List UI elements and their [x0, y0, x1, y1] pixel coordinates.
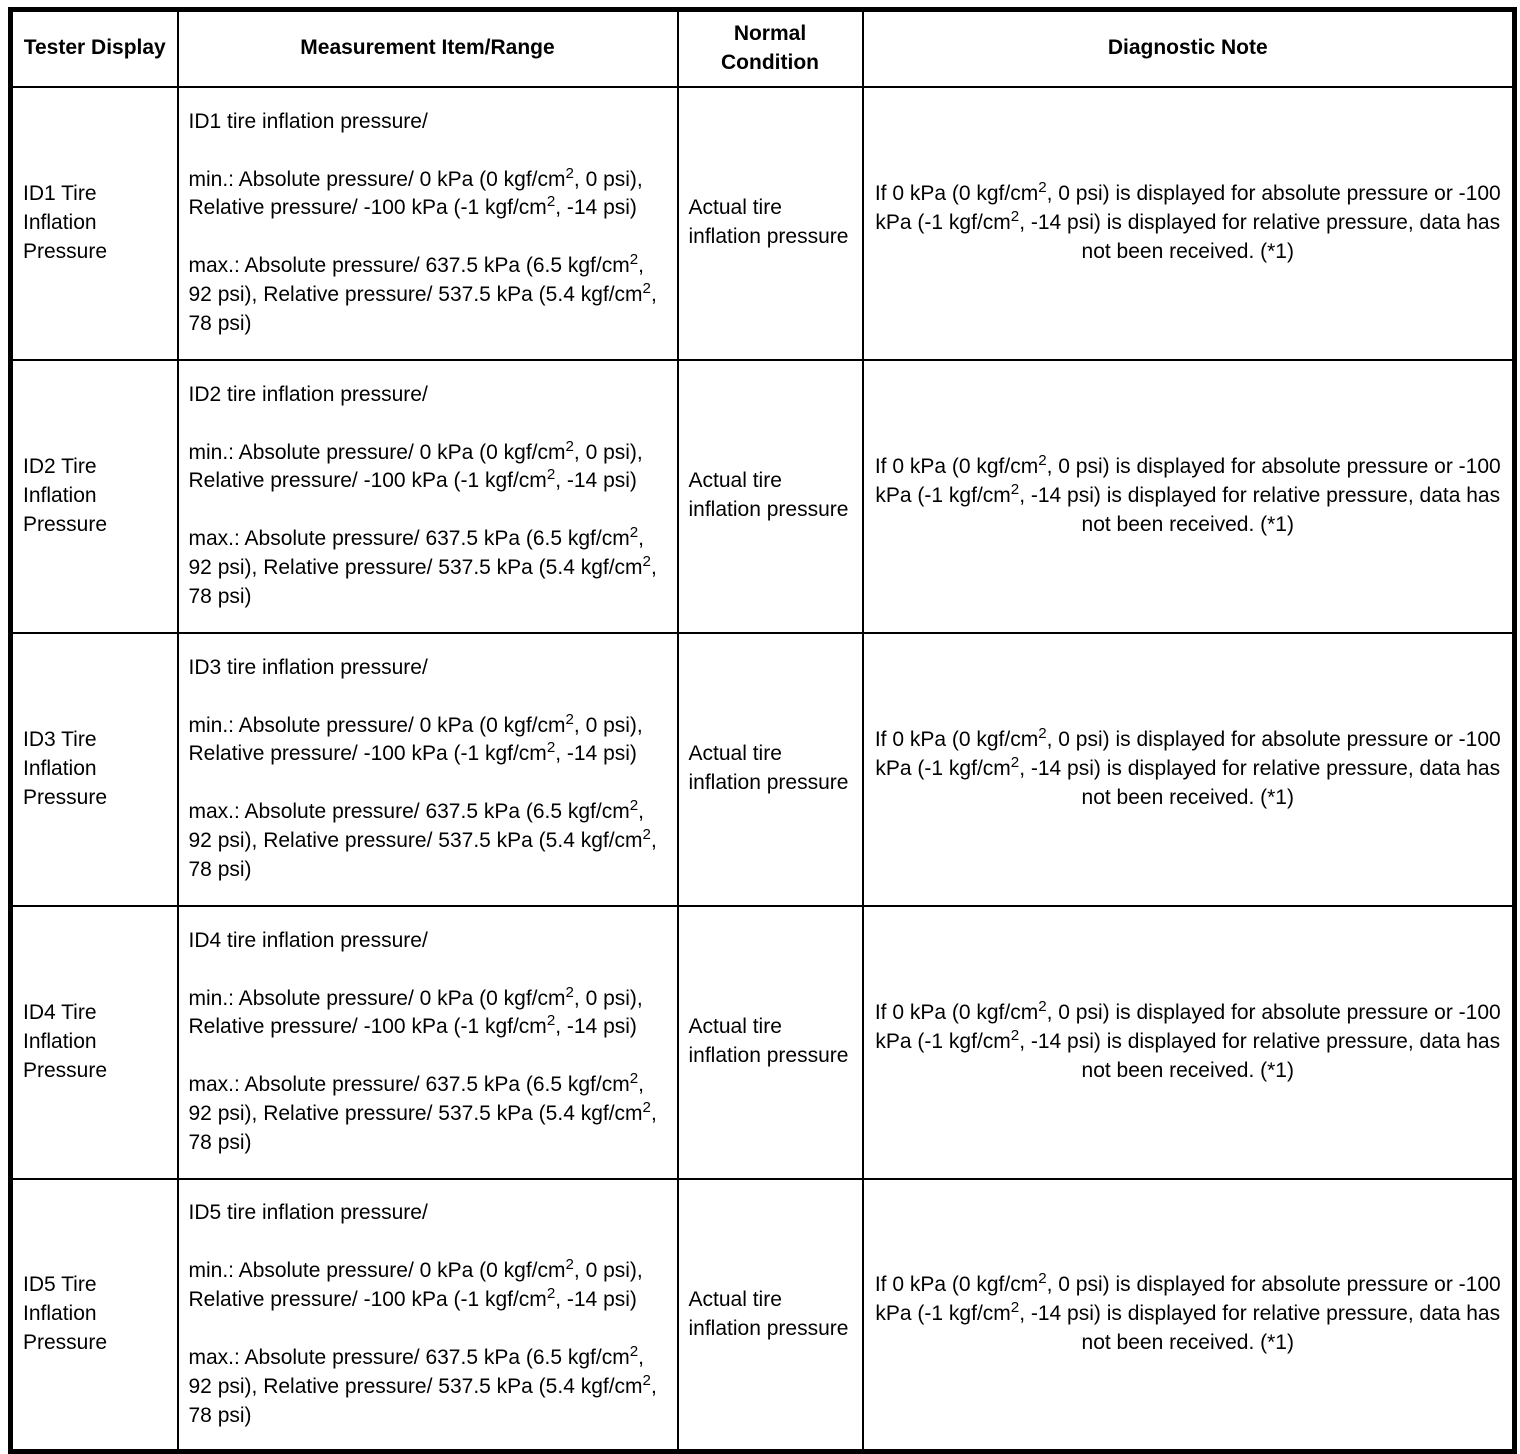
measurement-item-cell [178, 87, 678, 360]
diagnostic-note-cell: If 0 kPa (0 kgf/$cm^2$, 0 psi) is displayed for absolute pressure or -100 kPa (-1 kgf/$cm^2$, -14 psi) is displayed for relative pressure, data has not been received. (*1) [863, 906, 1515, 1179]
measurement-title: ID2 tire inflation pressure/ [188, 382, 428, 406]
normal-condition-cell: Actual tire inflation pressure [678, 360, 863, 633]
measurement-max: max.: Absolute pressure/ 637.5 kPa (6.5 kgf/$cm^2$, 92 psi), Relative pressure/ 537.5 kPa (5.4 kgf/$cm^2$, 78 psi) [188, 251, 657, 336]
measurement-title: ID4 tire inflation pressure/ [188, 928, 428, 952]
diagnostic-note-cell: If 0 kPa (0 kgf/$cm^2$, 0 psi) is displayed for absolute pressure or -100 kPa (-1 kgf/$cm^2$, -14 psi) is displayed for relative pressure, data has not been received. (*1) [863, 360, 1515, 633]
table-row-id5 [11, 1179, 1515, 1452]
measurement-title: ID5 tire inflation pressure/ [188, 1200, 428, 1224]
measurement-item-cell [178, 1179, 678, 1452]
tester-display-cell: ID1 Tire Inflation Pressure [11, 87, 178, 360]
diagnostic-note-cell: If 0 kPa (0 kgf/$cm^2$, 0 psi) is displayed for absolute pressure or -100 kPa (-1 kgf/$cm^2$, -14 psi) is displayed for relative pressure, data has not been received. (*1) [863, 87, 1515, 360]
measurement-item-cell [178, 633, 678, 906]
tester-display-cell: ID2 Tire Inflation Pressure [11, 360, 178, 633]
measurement-min: min.: Absolute pressure/ 0 kPa (0 kgf/$cm^2$, 0 psi), Relative pressure/ -100 kPa (-1 kgf/$cm^2$, -14 psi) [188, 164, 643, 220]
header-row [11, 10, 1515, 87]
diagnostic-note-cell: If 0 kPa (0 kgf/$cm^2$, 0 psi) is displayed for absolute pressure or -100 kPa (-1 kgf/$cm^2$, -14 psi) is displayed for relative pressure, data has not been received. (*1) [863, 633, 1515, 906]
tester-display-cell: ID4 Tire Inflation Pressure [11, 906, 178, 1179]
table-row-id1 [11, 87, 1515, 360]
header-diagnostic-note: Diagnostic Note [863, 10, 1515, 87]
measurement-min: min.: Absolute pressure/ 0 kPa (0 kgf/$cm^2$, 0 psi), Relative pressure/ -100 kPa (-1 kgf/$cm^2$, -14 psi) [188, 1255, 643, 1311]
measurement-item-cell [178, 360, 678, 633]
diagnostic-table [8, 7, 1517, 1454]
header-tester-display: Tester Display [11, 10, 178, 87]
measurement-max: max.: Absolute pressure/ 637.5 kPa (6.5 kgf/$cm^2$, 92 psi), Relative pressure/ 537.5 kPa (5.4 kgf/$cm^2$, 78 psi) [188, 797, 657, 882]
measurement-min: min.: Absolute pressure/ 0 kPa (0 kgf/$cm^2$, 0 psi), Relative pressure/ -100 kPa (-1 kgf/$cm^2$, -14 psi) [188, 710, 643, 766]
measurement-min: min.: Absolute pressure/ 0 kPa (0 kgf/$cm^2$, 0 psi), Relative pressure/ -100 kPa (-1 kgf/$cm^2$, -14 psi) [188, 437, 643, 493]
normal-condition-cell: Actual tire inflation pressure [678, 906, 863, 1179]
measurement-item-cell [178, 906, 678, 1179]
table-row-id3 [11, 633, 1515, 906]
header-measurement-item: Measurement Item/Range [178, 10, 678, 87]
measurement-max: max.: Absolute pressure/ 637.5 kPa (6.5 kgf/$cm^2$, 92 psi), Relative pressure/ 537.5 kPa (5.4 kgf/$cm^2$, 78 psi) [188, 524, 657, 609]
normal-condition-cell: Actual tire inflation pressure [678, 633, 863, 906]
normal-condition-cell: Actual tire inflation pressure [678, 1179, 863, 1452]
measurement-title: ID3 tire inflation pressure/ [188, 655, 428, 679]
measurement-min: min.: Absolute pressure/ 0 kPa (0 kgf/$cm^2$, 0 psi), Relative pressure/ -100 kPa (-1 kgf/$cm^2$, -14 psi) [188, 983, 643, 1039]
table-row-id2 [11, 360, 1515, 633]
table-row-id4 [11, 906, 1515, 1179]
normal-condition-cell: Actual tire inflation pressure [678, 87, 863, 360]
diagnostic-note-cell: If 0 kPa (0 kgf/$cm^2$, 0 psi) is displayed for absolute pressure or -100 kPa (-1 kgf/$cm^2$, -14 psi) is displayed for relative pressure, data has not been received. (*1) [863, 1179, 1515, 1452]
header-normal-condition: Normal Condition [678, 10, 863, 87]
tester-display-cell: ID3 Tire Inflation Pressure [11, 633, 178, 906]
measurement-max: max.: Absolute pressure/ 637.5 kPa (6.5 kgf/$cm^2$, 92 psi), Relative pressure/ 537.5 kPa (5.4 kgf/$cm^2$, 78 psi) [188, 1342, 657, 1427]
tester-display-cell: ID5 Tire Inflation Pressure [11, 1179, 178, 1452]
measurement-title: ID1 tire inflation pressure/ [188, 109, 428, 133]
measurement-max: max.: Absolute pressure/ 637.5 kPa (6.5 kgf/$cm^2$, 92 psi), Relative pressure/ 537.5 kPa (5.4 kgf/$cm^2$, 78 psi) [188, 1070, 657, 1155]
